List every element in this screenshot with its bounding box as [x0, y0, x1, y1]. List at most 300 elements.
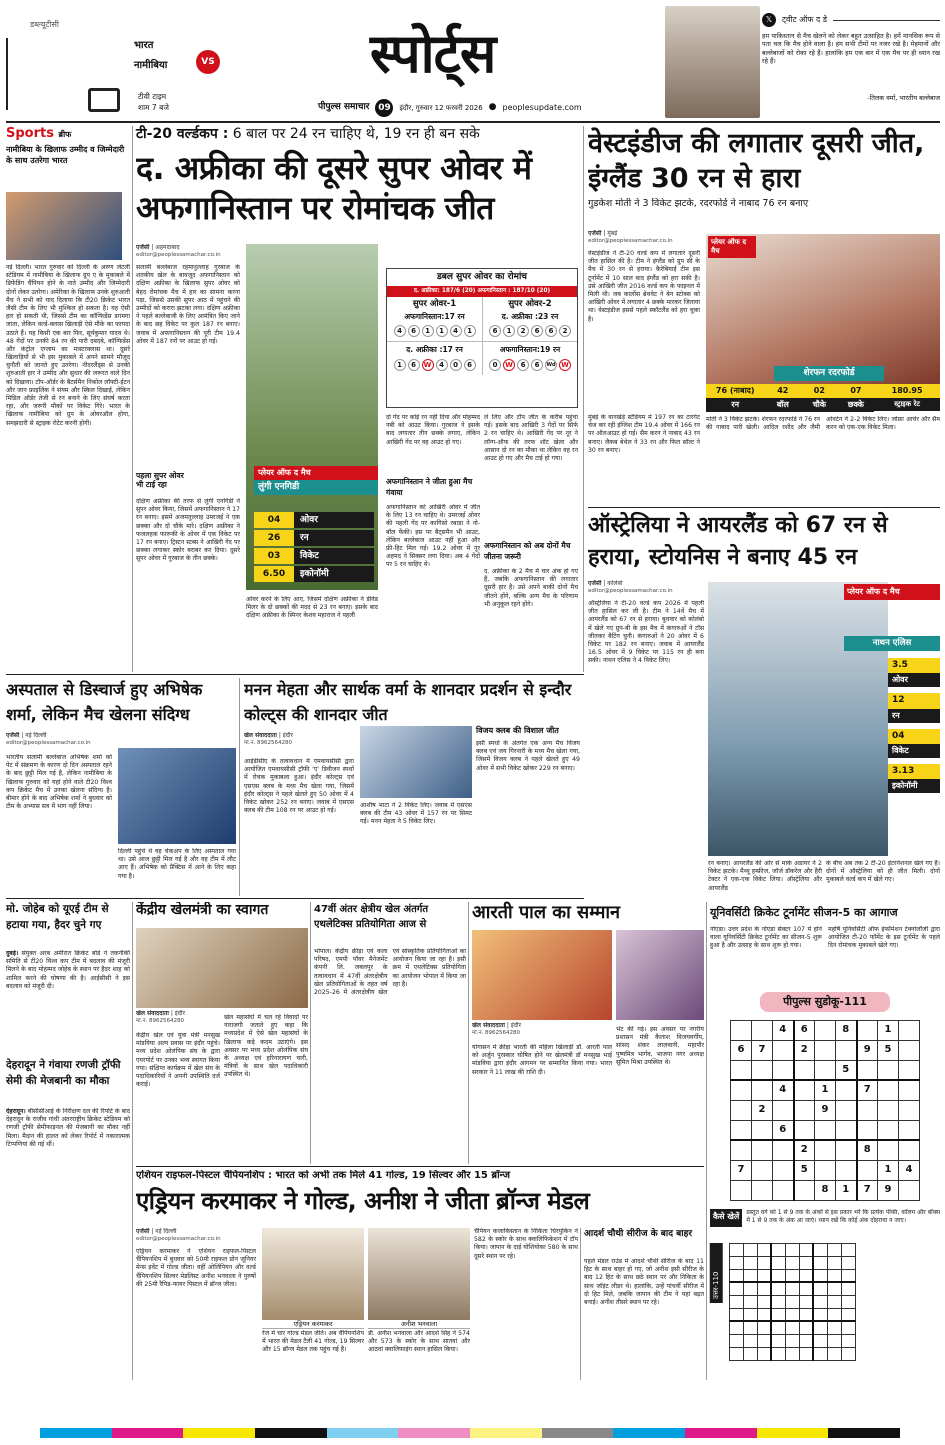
wi-col1: वेस्टइंडीज ने टी-20 वर्ल्ड कप में लगातार दूसरी जीत हासिल की है। टीम ने इंग्लैंड को ग्रुप सी के मैच में 30 रन से हराया। कैरेबियाई टीम इस टूर्नामेंट में 10 साल बाद इंग्लैंड को हरा सकी है। उसे आखिरी जीत 2016 वर्ल्ड कप के फाइनल में मिली थी। जब कार्लोस ब्रेथवेट ने बेन स्टोक्स को आखिरी ओवर में लगातार 4 छक्के मारकर जिताया था। वेस्टइंडीज इससे पहले स्कॉटलैंड को हरा चुका है। — [588, 250, 700, 323]
sudoku-cell[interactable] — [815, 1120, 836, 1140]
ball: 1 — [436, 325, 448, 337]
manan-mobile: मो.नं. 8962564280 — [244, 739, 293, 746]
sudoku-cell[interactable]: 8 — [836, 1020, 857, 1040]
ball: 6 — [464, 359, 476, 371]
ball: 4 — [436, 359, 448, 371]
aus-stat: 04 विकेट — [888, 729, 940, 758]
sudoku-how-title: कैसे खेलें — [710, 1209, 742, 1227]
wc-label: डब्ल्यूटीसी — [30, 20, 59, 29]
sudoku-cell[interactable] — [836, 1080, 857, 1100]
johab-headline: मो. जोहेब को यूएई टीम से हटाया गया, हैदर चुने गए — [6, 903, 109, 931]
globe-icon: ● — [488, 102, 497, 113]
answer-cell — [799, 1334, 813, 1347]
shooting-byline — [136, 1228, 256, 1242]
answer-cell — [785, 1243, 799, 1256]
sudoku-cell[interactable] — [731, 1180, 752, 1200]
sudoku-cell[interactable] — [878, 1120, 899, 1140]
answer-row — [729, 1308, 855, 1321]
answer-cell — [771, 1243, 785, 1256]
ball: 1 — [394, 359, 406, 371]
sudoku-cell[interactable]: 5 — [878, 1040, 899, 1060]
aus-col2: रन बनाए। आयरलैंड की ओर से मार्क अडायर ने 2 विकेट झटके। मैथ्यू हम्फ्रीज, जॉर्ज डॉकरेल और हैरी टेक्टर ने एक-एक विकेट लिया। ऑस्ट्रेलिया और आयरलैंड — [708, 860, 822, 892]
tweet-label: ट्वीट ऑफ द डे — [782, 15, 828, 24]
sudoku-cell[interactable] — [857, 1060, 878, 1080]
main-col1b: दक्षिण अफ्रीका की तरफ से लुंगी एनगिडी ने सुपर ओवर किया, जिसमें अफगानिस्तान ने 17 रन बनाए। इसमें अजमतुल्लाह उमरजई ने एक छक्का और दो चौके मारे। दक्षिण अफ्रीका ने फजलहक फारूकी के ओवर में एक विकेट पर 17 रन बनाए। ट्रिस्टन स्टब्स ने आखिरी गेंद पर छक्का लगाकर स्कोर बराबर कर दिया। दूसरे सुपर ओवर में गुरबाज के तीन छक्के। — [136, 498, 240, 563]
ball: 6 — [408, 359, 420, 371]
sudoku-cell[interactable] — [794, 1120, 815, 1140]
sudoku-title: पीपुल्स सुडोकू-111 — [760, 992, 890, 1012]
answer-cell — [743, 1295, 757, 1308]
ball: 6 — [489, 325, 501, 337]
scoreboard-title: डबल सुपर ओवर का रोमांच — [436, 272, 528, 282]
answer-cell — [743, 1282, 757, 1295]
answer-cell — [771, 1334, 785, 1347]
answer-cell — [729, 1243, 743, 1256]
shooting-story — [136, 1170, 704, 1382]
potm-stat: 26 रन — [254, 530, 374, 546]
sudoku-cell[interactable]: 7 — [857, 1180, 878, 1200]
sudoku-cell[interactable] — [815, 1040, 836, 1060]
answer-cell — [729, 1347, 743, 1360]
sudoku-cell[interactable]: 9 — [878, 1180, 899, 1200]
byline-email: editor@peoplessamachar.co.in — [6, 739, 91, 746]
athletics-body: भोपाल। केंद्रीय क्रीड़ा एवं कला परिषद, एमपी पॉवर मैनेजमेंट कंपनी लि. जबलपुर के तत्वावधान में 47वीं अंतरक्षेत्रीय खेल प्रतियोगिताओं के तहत वर्ष 2025-26 में अंतरक्षेत्रीय खेल एवं सांस्कृतिक प्रतियोगिताओं का आयोजन किया जा रहा है। इसी क्रम में एथलेटिक्स प्रतियोगिता का आयोजन भोपाल में किया जा रहा है। — [314, 948, 466, 996]
aus-story — [588, 510, 940, 902]
sudoku-cell[interactable]: 5 — [836, 1060, 857, 1080]
super-over-2-label: सुपर ओवर-2 — [508, 299, 552, 310]
brief-column — [6, 126, 130, 674]
answer-row — [729, 1256, 855, 1269]
wi-stat: 180.95 स्ट्राइक रेट — [874, 384, 940, 412]
aus-stat: 12 रन — [888, 693, 940, 722]
answer-row — [729, 1321, 855, 1334]
sudoku-cell[interactable]: 1 — [815, 1080, 836, 1100]
sudoku-cell[interactable]: 4 — [773, 1080, 794, 1100]
potm-caption — [254, 466, 378, 495]
ball: W — [422, 359, 434, 371]
answer-cell — [799, 1295, 813, 1308]
ball: 1 — [422, 325, 434, 337]
answer-cell — [841, 1295, 855, 1308]
answer-cell — [785, 1334, 799, 1347]
sudoku-cell[interactable] — [731, 1120, 752, 1140]
ball: 1 — [464, 325, 476, 337]
sudoku-cell[interactable]: 9 — [815, 1100, 836, 1120]
sudoku-cell[interactable]: 1 — [878, 1160, 899, 1180]
sudoku-cell[interactable] — [794, 1080, 815, 1100]
potm-stat: 04 ओवर — [254, 512, 374, 528]
page-number: 09 — [375, 99, 393, 117]
answer-cell — [785, 1269, 799, 1282]
sudoku-cell[interactable] — [815, 1060, 836, 1080]
wi-col3: मोती ने 3 विकेट झटके। शेरफन रदरफोर्ड ने 76 रन की नाबाद पारी खेली। आदिल रशीद और जैमी ओवर्टन ने 2-2 विकेट लिए। जोफ्रा आर्चर और सैम करन को एक-एक विकेट मिला। — [706, 416, 940, 432]
sudoku-cell[interactable] — [752, 1140, 773, 1160]
answer-cell — [729, 1256, 743, 1269]
brand: पीपुल्स समाचार — [318, 102, 370, 113]
sudoku-cell[interactable]: 7 — [731, 1160, 752, 1180]
sudoku-cell[interactable] — [899, 1120, 920, 1140]
aus-byline — [588, 580, 706, 594]
sudoku-cell[interactable] — [857, 1120, 878, 1140]
minister-headline: केंद्रीय खेलमंत्री का स्वागत — [136, 902, 269, 918]
manan-col1: आईडीसीए के तत्वावधान में एमवायसीसी द्वारा आयोजित एमवायसीसी ट्रॉफी 'ए' डिवीजन स्पर्धा में रोचक मुकाबला हुआ। इंदौर कोल्ट्स एवं एसएस क्लब के मध्य मैच खेला गया, जिसमें इंदौर कोल्ट्स ने पहले खेलते हुए 50 ओवर में 4 विकेट खोकर 252 रन बनाए। जवाब में एसएस क्लब की टीम 108 रन पर आउट हो गई। — [244, 758, 354, 815]
answer-cell — [743, 1308, 757, 1321]
sudoku-cell[interactable] — [752, 1160, 773, 1180]
brief-heading: नामीबिया के खिलाफ उम्मीद व जिम्मेदारी के साथ उतरेगा भारत — [6, 145, 125, 166]
wi-stat: 76 (नाबाद) रन — [706, 384, 765, 412]
univ-col1: नोएडा। उत्तर प्रदेश के नोएडा सेक्टर 107 में होने वाला यूनिवर्सिटी क्रिकेट टूर्नामेंट का सीजन-5 शुरू हुआ है और उत्साह के साथ शुरू हो गया। — [710, 926, 822, 950]
sudoku-cell[interactable]: 2 — [794, 1140, 815, 1160]
univ-col2: महर्षि यूनिवर्सिटी ऑफ इंफॉर्मेशन टेक्नोलॉजी द्वारा आयोजित टी-20 फॉर्मेट के इस टूर्नामेंट के पहले दिन रोमांचक मुकाबले खेले गए। — [828, 926, 940, 950]
sudoku-cell[interactable] — [857, 1160, 878, 1180]
aus-col1: ऑस्ट्रेलिया ने टी-20 वर्ल्ड कप 2026 में पहली जीत हासिल कर ली है। टीम ने 14वें मैच में आयरलैंड को 67 रन से हराया। बुधवार को कोलंबो में खेले गए ग्रुप-बी के इस मैच में कंगारुओं ने टॉस जीतकर बैटिंग चुनी। कंगारुओं ने 20 ओवर में 6 विकेट पर 182 रन बनाए। जवाब में आयरलैंड 16.5 ओवर में 9 विकेट पर 115 रन ही बना सकी। नाथन एलिस ने 4 विकेट लिए। — [588, 600, 704, 665]
sudoku-cell[interactable]: 6 — [731, 1040, 752, 1060]
answer-cell — [841, 1308, 855, 1321]
answer-row — [729, 1295, 855, 1308]
sudoku-cell[interactable]: 7 — [752, 1040, 773, 1060]
sudoku-cell[interactable] — [899, 1040, 920, 1060]
tv-time: शाम 7 बजे — [138, 103, 169, 112]
sudoku-row — [731, 1120, 920, 1140]
main-col5: अफगानिस्तान को आखिरी ओवर में जीत के लिए 13 रन चाहिए थे। उमरजई ओवर की पहली गेंद पर कागिसो रबाडा ने नो-बॉल फेंकी। इस पर बैट्समैन भी आउट, लेकिन बल्लेबाज आउट नहीं हुआ और फ्री-हिट मिल गई। 19.2 ओवर में नूर अहमद ने सिक्सर लगा दिया। अब 4 गेंदों पर 5 रन चाहिए थे। — [386, 504, 480, 569]
sudoku-cell[interactable] — [794, 1060, 815, 1080]
answer-cell — [827, 1282, 841, 1295]
answer-cell — [771, 1282, 785, 1295]
ball: W — [503, 359, 515, 371]
main-headline: द. अफ्रीका की दूसरे सुपर ओवर में अफगानिस्तान पर रोमांचक जीत — [136, 149, 532, 227]
sudoku-cell[interactable]: 6 — [794, 1020, 815, 1040]
x-logo-icon: 𝕏 — [762, 13, 776, 27]
athletics-story — [314, 902, 466, 1164]
team1: भारत — [134, 40, 154, 51]
manan-story — [244, 678, 580, 894]
answer-cell — [771, 1308, 785, 1321]
aus-headline: ऑस्ट्रेलिया ने आयरलैंड को 67 रन से हराया, स्टोयनिस ने बनाए 45 रन — [588, 513, 888, 570]
sudoku-row — [731, 1140, 920, 1160]
answer-cell — [841, 1347, 855, 1360]
sudoku-cell[interactable] — [857, 1100, 878, 1120]
main-col3: ओवर करने के लिए आए, जिसमें दक्षिण अफ्रीका ने डेविड मिलर के दो छक्कों की मदद से 23 रन बनाए। इसके बाद दक्षिण अफ्रीका के स्पिनर केशव महाराज ने पहली — [246, 596, 378, 620]
shooting-col3: डी. अनीश भनवाला और आदर्श सिंह ने 574 और 573 के स्कोर के साथ सातवां और आठवां क्वालिफाइंग स्थान हासिल किया। — [368, 1330, 470, 1354]
byline-email: editor@peoplessamachar.co.in — [588, 587, 673, 594]
ball: 1 — [503, 325, 515, 337]
brief-logo: Sports ब्रीफ — [6, 126, 72, 141]
sudoku-cell[interactable] — [752, 1120, 773, 1140]
sudoku-cell[interactable] — [899, 1080, 920, 1100]
section-title: स्पोर्ट्स — [370, 22, 496, 85]
answer-cell — [813, 1308, 827, 1321]
sudoku-cell[interactable]: 8 — [857, 1140, 878, 1160]
sudoku-cell[interactable] — [773, 1060, 794, 1080]
sudoku-cell[interactable] — [878, 1140, 899, 1160]
wi-stat: 02 चौके — [801, 384, 838, 412]
dehradun-body: देहरादून। बीसीसीआई के निरीक्षण दल की रिपोर्ट के बाद देहरादून के राजीव गांधी अंतरराष्ट्रीय क्रिकेट स्टेडियम को रणजी ट्रॉफी सेमीफाइनल की मेजबानी का मौका नहीं मिला। मैदान की हालत को लेकर रिपोर्ट में नकारात्मक टिप्पणियां की गई थीं। — [6, 1108, 130, 1148]
shooting-col2: रेंज में चार गोल्ड मेडल जीते। अब चैंपियनशिप में भारत की मेडल टैली 41 गोल्ड, 19 सिल्वर और 15 ब्रॉन्ज मेडल तक पहुंच गई है। — [262, 1330, 364, 1354]
main-sub1: पहला सुपर ओवर भी टाई रहा — [136, 471, 184, 490]
sudoku-cell[interactable] — [731, 1140, 752, 1160]
dehradun-headline: देहरादून ने गंवाया रणजी ट्रॉफी सेमी की मेजबानी का मौका — [6, 1059, 121, 1087]
shooting-kicker: एशियन राइफल-पिस्टल चैंपियनशिप : भारत को अभी तक मिले 41 गोल्ड, 19 सिल्वर और 15 ब्रॉन्ज — [136, 1170, 511, 1181]
wi-stats — [706, 384, 940, 412]
aarti-byline: खेल संवाददाता | इंदौर — [472, 1022, 521, 1029]
sudoku-cell[interactable] — [899, 1060, 920, 1080]
aus-stat: 3.13 इकोनॉमी — [888, 764, 940, 793]
answer-cell — [757, 1256, 771, 1269]
answer-cell — [757, 1269, 771, 1282]
sudoku-cell[interactable] — [878, 1100, 899, 1120]
answer-cell — [743, 1321, 757, 1334]
main-col1: सलामी बल्लेबाज रहमानुल्लाह गुरबाज के शतकीय खेल के बावजूद अफगानिस्तान को दक्षिण अफ्रीका के खिलाफ सुपर ओवर को बेहद रोमांचक मैच में हार का सामना करना पड़ा, जिससे उसकी सुपर आठ में पहुंचने की उम्मीदों को करारा झटका लगा। दक्षिण अफ्रीका ने पहले बल्लेबाजी के लिए आमंत्रित किए जाने के बाद छह विकेट पर कुल 187 रन बनाए। जवाब में अफगानिस्तान की पूरी टीम 19.4 ओवर में 187 रनों पर आउट हो गई। — [136, 264, 240, 345]
answer-cell — [841, 1282, 855, 1295]
answer-cell — [743, 1243, 757, 1256]
sudoku-cell[interactable]: 6 — [773, 1120, 794, 1140]
johab-body: दुबई। संयुक्त अरब अमीरात क्रिकेट बोर्ड ने तकनीकी समिति से टी20 विश्व कप टीम में बदलाव की मंजूरी मिलने के बाद मोहम्मद जोहेब के स्थान पर हैदर शाह को शामिल करने की घोषणा की है। आईसीसी ने इस बदलाव को मंजूरी दी। — [6, 950, 130, 990]
sudoku-cell[interactable] — [773, 1100, 794, 1120]
answer-cell — [827, 1321, 841, 1334]
byline-agency: एजेंसी | कोलंबो — [588, 580, 623, 587]
scoreboard-bar: द. अफ्रीका: 187/6 (20) अफगानिस्तान : 187/10 (20) — [387, 286, 577, 297]
ball: 6 — [408, 325, 420, 337]
wi-stat: 42 बॉल — [765, 384, 802, 412]
shooting-col1: एड्रियन करमाकर ने एशियन राइफल-पिस्टल चैंपियनशिप में बुधवार को 50मी राइफल प्रोन जूनियर मेन्स इवेंट में गोल्ड जीता। वहीं ओलिंपियन और वर्ल्ड चैंपियनशिप सिल्वर मेडलिस्ट अनीश भनवाला ने पुरुषों की 25मी रैपिड-फायर पिस्टल में ब्रॉन्ज जीता। — [136, 1248, 256, 1288]
answer-cell — [841, 1321, 855, 1334]
balls-row-4 — [483, 359, 577, 371]
sudoku-row — [731, 1040, 920, 1060]
aus-stats — [888, 658, 940, 793]
wi-headline: वेस्टइंडीज की लगातार दूसरी जीत, इंग्लैंड 30 रन से हारा — [588, 128, 925, 195]
aarti-mobile: मो.नं. 8962564280 — [472, 1029, 521, 1036]
balls-row-3 — [387, 359, 482, 371]
sudoku-row — [731, 1180, 920, 1200]
potm-stat: 03 विकेट — [254, 548, 374, 564]
answer-cell — [757, 1321, 771, 1334]
answer-cell — [757, 1282, 771, 1295]
aus-stat: 3.5 ओवर — [888, 658, 940, 687]
sudoku-cell[interactable] — [836, 1040, 857, 1060]
manan-headline: मनन मेहता और सार्थक वर्मा के शानदार प्रदर्शन से इन्दौर कोल्ट्स की शानदार जीत — [244, 680, 572, 724]
sudoku-cell[interactable] — [773, 1040, 794, 1060]
byline-agency: एजेंसी | अहमदाबाद — [136, 244, 180, 251]
answer-cell — [841, 1256, 855, 1269]
sudoku-cell[interactable] — [773, 1140, 794, 1160]
johab-story — [6, 902, 130, 1056]
vs-badge: VS — [196, 50, 220, 74]
answer-row — [729, 1347, 855, 1360]
sudoku-cell[interactable] — [773, 1160, 794, 1180]
answer-cell — [743, 1256, 757, 1269]
answer-cell — [785, 1295, 799, 1308]
aadarsh-headline: आदर्श चौथी सीरीज के बाद बाहर — [584, 1229, 693, 1239]
sudoku-cell[interactable] — [836, 1160, 857, 1180]
sudoku-cell[interactable] — [836, 1120, 857, 1140]
answer-cell — [799, 1243, 813, 1256]
sudoku-cell[interactable] — [899, 1100, 920, 1120]
answer-cell — [827, 1334, 841, 1347]
answer-cell — [813, 1269, 827, 1282]
answer-cell — [813, 1243, 827, 1256]
byline-email: editor@peoplessamachar.co.in — [588, 237, 673, 244]
sudoku-cell[interactable] — [878, 1080, 899, 1100]
team2: नामीबिया — [134, 60, 168, 71]
potm-stat: 6.50 इकोनॉमी — [254, 566, 374, 582]
sudoku-cell[interactable] — [899, 1180, 920, 1200]
tv-icon — [88, 88, 120, 112]
answer-cell — [729, 1334, 743, 1347]
answer-cell — [799, 1308, 813, 1321]
shooting-photo-2 — [368, 1228, 470, 1320]
ball: 6 — [531, 359, 543, 371]
minister-col2: खेल महासंघों में चल रहे विवादों पर नाराजगी जताते हुए कहा कि मध्यप्रदेश में ऐसे खेल महासंघों के खिलाफ कड़े कदम उठाएंगे। इस अवसर पर मध्य प्रदेश ओलंपिक संघ के अध्यक्ष एवं हरिनारायण चारी, मंत्रियों के साथ खेल पदाधिकारी उपस्थित थे। — [224, 1014, 308, 1079]
sudoku — [710, 992, 940, 1380]
main-col7: द. अफ्रीका के 2 मैच में चार अंक हो गए हैं, जबकि अफगानिस्तान की लगातार दूसरी हार है। उसे अपने बाकी दोनों मैच जीतने होंगे, बल्कि अन्य मैच के परिणाम भी अनुकूल रहने होंगे। — [484, 568, 578, 608]
sudoku-cell[interactable]: 5 — [794, 1160, 815, 1180]
minister-mobile: मो.नं. 8962564280 — [136, 1017, 185, 1024]
aus-col3: के बीच अब तक 2 टी-20 इंटरनेशनल खेले गए हैं। दोनों में ऑस्ट्रेलिया को ही जीत मिली। दोनों मुकाबले वर्ल्ड कप में खेले गए। — [826, 860, 940, 884]
answer-cell — [729, 1269, 743, 1282]
answer-cell — [785, 1256, 799, 1269]
sudoku-cell[interactable] — [878, 1060, 899, 1080]
wi-stat: 07 छक्के — [838, 384, 875, 412]
ball: 0 — [489, 359, 501, 371]
answer-cell — [729, 1295, 743, 1308]
shooting-col4: चैंपियन कजाकिस्तान के निकिता चिरयुकिन ने 582 के स्कोर के साथ क्वालिफिकेशन में टॉप किया। जापान के दाई योशियोका 580 के साथ दूसरे स्थान पर रहे। — [474, 1228, 578, 1260]
answer-cell — [785, 1308, 799, 1321]
sudoku-cell[interactable]: 2 — [794, 1040, 815, 1060]
answer-cell — [799, 1282, 813, 1295]
brief-photo — [6, 192, 122, 260]
answer-cell — [771, 1269, 785, 1282]
aus-caption-label: प्लेयर ऑफ द मैच — [844, 584, 940, 600]
match-promo — [6, 10, 226, 116]
shooting-cap2: अनीश भनवाला — [368, 1320, 470, 1329]
abhishek-story — [6, 678, 236, 894]
sudoku-cell[interactable] — [794, 1180, 815, 1200]
sudoku-cell[interactable]: 1 — [878, 1020, 899, 1040]
byline-email: editor@peoplessamachar.co.in — [136, 1235, 221, 1242]
answer-cell — [827, 1295, 841, 1308]
sudoku-cell[interactable]: 2 — [752, 1100, 773, 1120]
sudoku-cell[interactable] — [773, 1180, 794, 1200]
answer-cell — [743, 1334, 757, 1347]
sudoku-cell[interactable] — [752, 1080, 773, 1100]
balls-row-1 — [387, 325, 482, 337]
aarti-story — [472, 902, 704, 1164]
byline-email: editor@peoplessamachar.co.in — [136, 251, 221, 258]
sudoku-cell[interactable] — [836, 1100, 857, 1120]
manan-sub: विजय क्लब की विशाल जीत — [476, 726, 559, 735]
sudoku-row — [731, 1160, 920, 1180]
main-sub3: अफगानिस्तान को अब दोनों मैच जीतना जरूरी — [484, 540, 578, 563]
sudoku-cell[interactable]: 9 — [857, 1040, 878, 1060]
sudoku-cell[interactable] — [794, 1100, 815, 1120]
minister-col1: केंद्रीय खेल एवं युवा मंत्री मनसुख मांडविया अल्प प्रवास पर इंदौर पहुंचे। मध्य प्रदेश ओलंपिक संघ के द्वारा एयरपोर्ट पर उनका भव्य स्वागत किया गया। संक्षिप्त कार्यक्रम में खेल संघ के पदाधिकारियों ने अपनी उपस्थिति दर्ज कराई। — [136, 1032, 220, 1089]
sudoku-cell[interactable]: 4 — [773, 1020, 794, 1040]
sudoku-cell[interactable] — [899, 1140, 920, 1160]
tweet-author: -तिलक वर्मा, भारतीय बल्लेबाज — [867, 94, 940, 102]
sudoku-cell[interactable] — [752, 1180, 773, 1200]
athletics-headline: 47वीं अंतर क्षेत्रीय खेल अंतर्गत एथलेटिक्स प्रतियोगिता आज से — [314, 904, 429, 930]
super-over-scoreboard — [386, 268, 578, 408]
sudoku-cell[interactable] — [815, 1020, 836, 1040]
manan-col2: आशीष भाटा ने 2 विकेट लिए। जवाब में एसएस क्लब की टीम 43 ओवर में 157 रन पर सिमट गई। मनन मेहता ने 5 विकेट लिए। — [360, 802, 472, 826]
sudoku-cell[interactable] — [815, 1160, 836, 1180]
answer-cell — [771, 1321, 785, 1334]
sudoku-cell[interactable]: 8 — [815, 1180, 836, 1200]
main-col6: ले लिए और टॉप जीत के करीब पहुंचा गई। इसके बाद आखिरी 3 गेंदों पर सिर्फ 2 रन चाहिए थे। आखिरी गेंद पर नूर ने लॉन्ग-ऑफ की तरफ शॉट खेला और आसान दो रन का मौका था लेकिन वह रन आउट हो गए और मैच टाई हो गया। — [484, 414, 578, 462]
answer-cell — [799, 1321, 813, 1334]
wi-story — [588, 126, 940, 506]
answer-row — [729, 1282, 855, 1295]
answer-cell — [827, 1347, 841, 1360]
potm-stats — [254, 512, 374, 582]
shooting-photo-1 — [262, 1228, 364, 1320]
sudoku-cell[interactable]: 1 — [836, 1180, 857, 1200]
sudoku-cell[interactable] — [752, 1060, 773, 1080]
answer-cell — [827, 1243, 841, 1256]
ball: 6 — [531, 325, 543, 337]
sudoku-cell[interactable] — [857, 1020, 878, 1040]
sudoku-cell[interactable]: 4 — [899, 1160, 920, 1180]
sudoku-row — [731, 1020, 920, 1040]
sudoku-row — [731, 1100, 920, 1120]
ball: W — [559, 359, 571, 371]
ball: 0 — [450, 359, 462, 371]
sudoku-cell[interactable] — [899, 1020, 920, 1040]
byline-agency: एजेंसी | नई दिल्ली — [136, 1228, 177, 1235]
manan-photo — [360, 726, 472, 798]
answer-row — [729, 1269, 855, 1282]
manan-col3: इसी स्पर्धा के अंतर्गत एक अन्य मैच विजय क्लब एवं जय गिरनारी के मध्य मैच खेला गया, जिसमें विजय क्लब ने पहले खेलते हुए 49 ओवर में सभी विकेट खोकर 229 रन बनाए। — [476, 740, 580, 772]
answer-cell — [827, 1256, 841, 1269]
website-link[interactable]: peoplesupdate.com — [502, 103, 582, 112]
aarti-headline: आरती पाल का सम्मान — [472, 902, 621, 923]
sudoku-grid — [730, 1020, 920, 1201]
sudoku-cell[interactable] — [836, 1140, 857, 1160]
sudoku-cell[interactable] — [731, 1020, 752, 1040]
ball: 4 — [450, 325, 462, 337]
sudoku-how-row — [710, 1209, 940, 1239]
super-over-2-team: द. अफ्रीका :23 रन — [501, 312, 559, 322]
answer-cell — [813, 1282, 827, 1295]
answer-cell — [841, 1243, 855, 1256]
main-story — [136, 126, 580, 674]
sudoku-how-text: प्रस्तुत वर्ग को 1 से 9 तक के अंकों से इस प्रकार भरें कि प्रत्येक पंक्ति, कॉलम और बॉक्स में 1 से 9 तक के अंक आ जाएं। ध्यान रखें कि कोई अंक दोहराया न जाए। — [746, 1208, 940, 1224]
sudoku-cell[interactable] — [731, 1060, 752, 1080]
sudoku-cell[interactable]: 7 — [857, 1080, 878, 1100]
super-over-2-team-b: अफगानिस्तान:19 रन — [483, 341, 577, 354]
answer-cell — [757, 1295, 771, 1308]
answer-cell — [813, 1295, 827, 1308]
sudoku-cell[interactable] — [731, 1080, 752, 1100]
ball: 6 — [517, 359, 529, 371]
sudoku-cell[interactable] — [731, 1100, 752, 1120]
sudoku-cell[interactable] — [752, 1020, 773, 1040]
ball: Wd — [545, 359, 557, 371]
answer-cell — [743, 1269, 757, 1282]
abhishek-headline: अस्पताल से डिस्चार्ज हुए अभिषेक शर्मा, लेकिन मैच खेलना संदिग्ध — [6, 680, 203, 724]
main-col4: दो गेंद पर कोई रन नहीं दिया और मोहम्मद नबी को आउट किया। गुरबाज ने इसके बाद लगातार तीन छक्के लगाए, लेकिन आखिरी गेंद पर वह आउट हो गए। — [386, 414, 480, 446]
answer-cell — [799, 1256, 813, 1269]
answer-cell — [757, 1347, 771, 1360]
byline-agency: एजेंसी | मुंबई — [588, 230, 618, 237]
shooting-headline: एड्रियन करमाकर ने गोल्ड, अनीश ने जीता ब्रॉन्ज मेडल — [136, 1187, 590, 1215]
header — [0, 0, 945, 122]
answer-cell — [841, 1334, 855, 1347]
sudoku-answer-row — [710, 1243, 940, 1361]
answer-cell — [771, 1256, 785, 1269]
answer-row — [729, 1334, 855, 1347]
sudoku-cell[interactable] — [815, 1140, 836, 1160]
